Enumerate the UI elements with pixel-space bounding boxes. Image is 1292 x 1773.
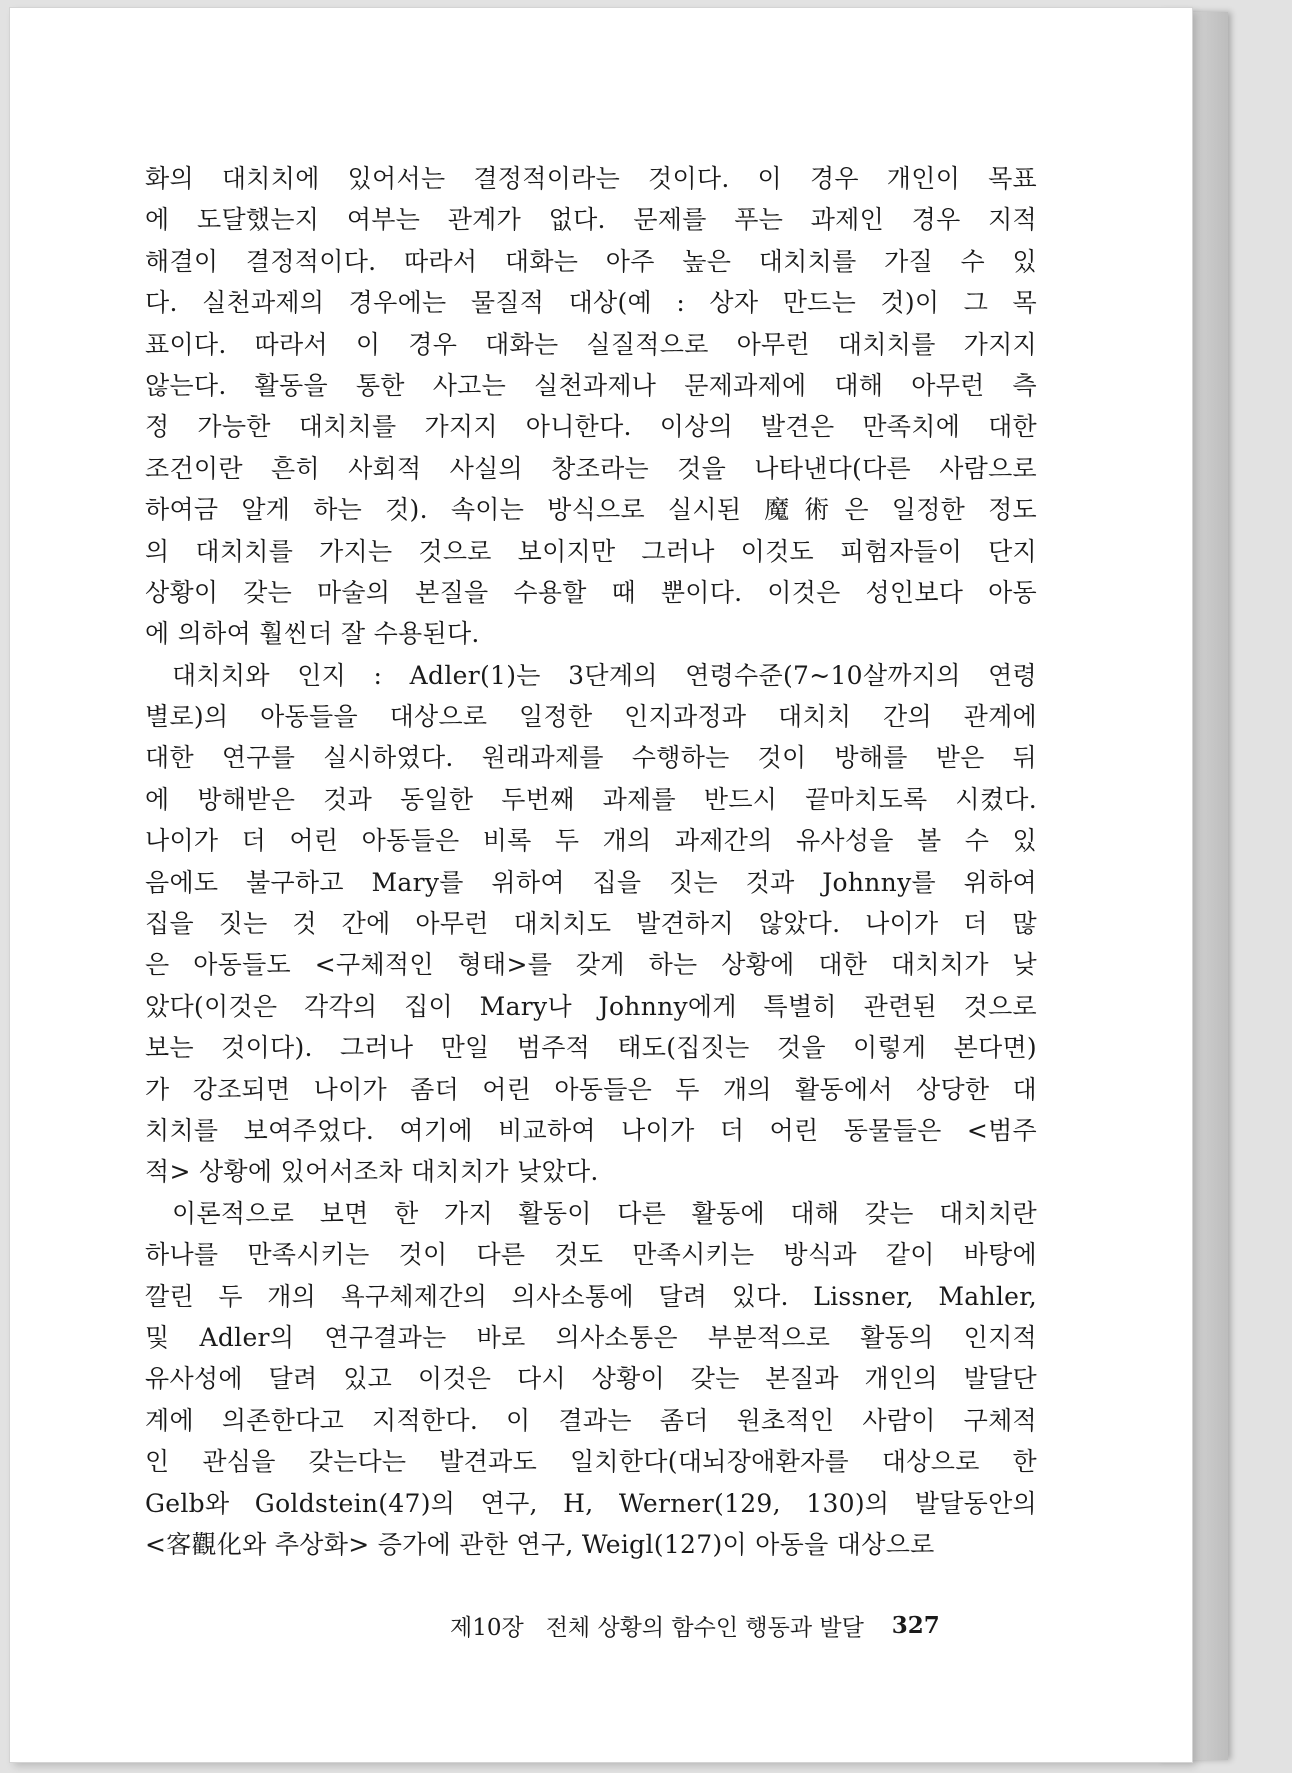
page-number: 327 <box>891 1611 940 1639</box>
page-footer <box>450 1605 1010 1645</box>
body-text <box>145 158 1037 1565</box>
text-line: 해결이 결정적이다. 따라서 대화는 아주 높은 대치치를 가질 수 있 <box>145 246 1037 276</box>
text-line: 및 Adler의 연구결과는 바로 의사소통은 부분적으로 활동의 인지적 <box>145 1322 1037 1352</box>
text-line: 집을 짓는 것 간에 아무런 대치치도 발견하지 않았다. 나이가 더 많 <box>145 909 1037 939</box>
text-line: 대치치와 인지 : Adler(1)는 3단계의 연령수준(7~10살까지의 연령 <box>172 660 1037 690</box>
text-line: 정 가능한 대치치를 가지지 아니한다. 이상의 발견은 만족치에 대한 <box>145 412 1037 442</box>
book-page <box>10 8 1192 1762</box>
paragraph <box>145 655 1037 1193</box>
text-line: 다. 실천과제의 경우에는 물질적 대상(예 : 상자 만드는 것)이 그 목 <box>145 288 1037 318</box>
text-line: Gelb와 Goldstein(47)의 연구, H, Werner(129, 130)의 발달동안의 <box>145 1488 1037 1518</box>
text-line: 인 관심을 갖는다는 발견과도 일치한다(대뇌장애환자를 대상으로 한 <box>145 1447 1037 1477</box>
text-line: 하나를 만족시키는 것이 다른 것도 만족시키는 방식과 같이 바탕에 <box>145 1240 1037 1270</box>
text-line: 하여금 알게 하는 것). 속이는 방식으로 실시된 魔術은 일정한 정도 <box>145 495 1037 525</box>
text-line: 상황이 갖는 마술의 본질을 수용할 때 뿐이다. 이것은 성인보다 아동 <box>145 577 1037 607</box>
paragraph <box>145 1193 1037 1566</box>
text-line: 나이가 더 어린 아동들은 비록 두 개의 과제간의 유사성을 볼 수 있 <box>145 826 1037 856</box>
paragraph <box>145 158 1037 655</box>
text-line: 에 방해받은 것과 동일한 두번째 과제를 반드시 끝마치도록 시켰다. <box>145 784 1037 814</box>
text-line: 표이다. 따라서 이 경우 대화는 실질적으로 아무런 대치치를 가지지 <box>145 329 1037 359</box>
text-line: 않는다. 활동을 통한 사고는 실천과제나 문제과제에 대해 아무런 측 <box>145 370 1037 400</box>
text-line: 가 강조되면 나이가 좀더 어린 아동들은 두 개의 활동에서 상당한 대 <box>145 1074 1037 1104</box>
text-line: 대한 연구를 실시하였다. 원래과제를 수행하는 것이 방해를 받은 뒤 <box>145 743 1037 773</box>
text-line: 조건이란 흔히 사회적 사실의 창조라는 것을 나타낸다(다른 사람으로 <box>145 453 1037 483</box>
text-line: 이론적으로 보면 한 가지 활동이 다른 활동에 대해 갖는 대치치란 <box>172 1198 1037 1228</box>
text-line: 적> 상황에 있어서조차 대치치가 낮았다. <box>145 1157 599 1187</box>
text-line: 에 의하여 훨씬더 잘 수용된다. <box>145 619 480 649</box>
chapter-label: 제10장 <box>450 1614 524 1641</box>
text-line: 의 대치치를 가지는 것으로 보이지만 그러나 이것도 피험자들이 단지 <box>145 536 1037 566</box>
chapter-title: 전체 상황의 함수인 행동과 발달 <box>545 1614 864 1641</box>
text-line: 깔린 두 개의 욕구체제간의 의사소통에 달려 있다. Lissner, Mahler, <box>145 1281 1037 1311</box>
text-line: 계에 의존한다고 지적한다. 이 결과는 좀더 원초적인 사람이 구체적 <box>145 1405 1037 1435</box>
text-line: 에 도달했는지 여부는 관계가 없다. 문제를 푸는 과제인 경우 지적 <box>145 205 1037 235</box>
text-line: <客觀化와 추상화> 증가에 관한 연구, Weigl(127)이 아동을 대상으로 <box>145 1529 935 1559</box>
text-line: 보는 것이다). 그러나 만일 범주적 태도(집짓는 것을 이렇게 본다면) <box>145 1033 1037 1063</box>
text-line: 치치를 보여주었다. 여기에 비교하여 나이가 더 어린 동물들은 <범주 <box>145 1115 1037 1145</box>
text-line: 별로)의 아동들을 대상으로 일정한 인지과정과 대치치 간의 관계에 <box>145 702 1037 732</box>
text-line: 았다(이것은 각각의 집이 Mary나 Johnny에게 특별히 관련된 것으로 <box>145 991 1037 1021</box>
text-line: 은 아동들도 <구체적인 형태>를 갖게 하는 상황에 대한 대치치가 낮 <box>145 950 1037 980</box>
text-line: 음에도 불구하고 Mary를 위하여 집을 짓는 것과 Johnny를 위하여 <box>145 867 1037 897</box>
text-line: 유사성에 달려 있고 이것은 다시 상황이 갖는 본질과 개인의 발달단 <box>145 1364 1037 1394</box>
text-line: 화의 대치치에 있어서는 결정적이라는 것이다. 이 경우 개인이 목표 <box>145 164 1037 193</box>
